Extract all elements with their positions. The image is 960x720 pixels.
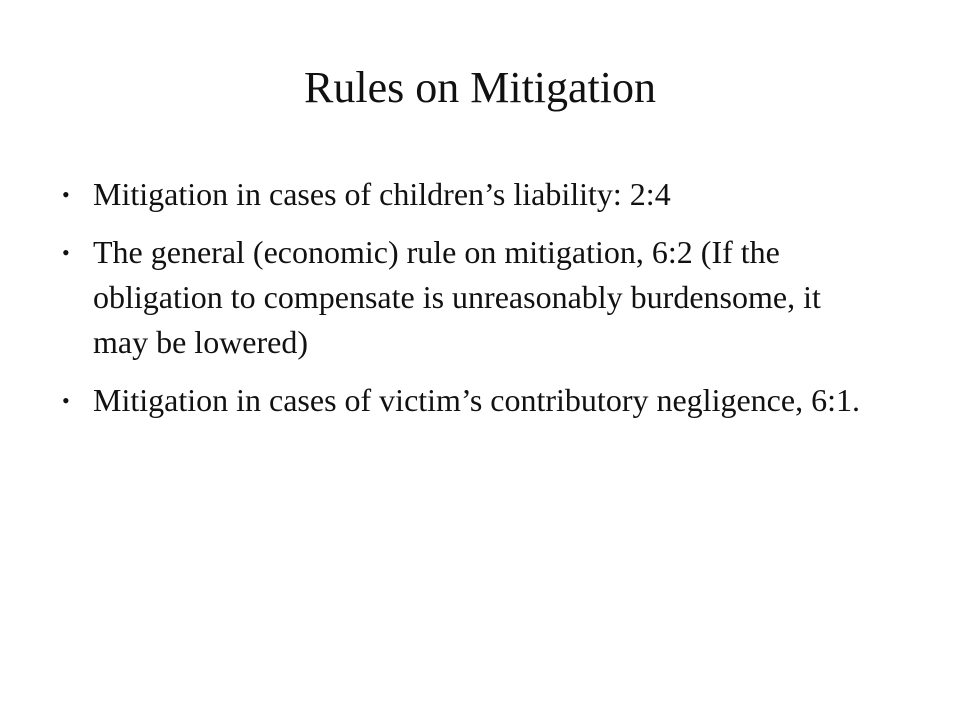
bullet-dot-icon: • bbox=[62, 182, 70, 207]
bullet-text: Mitigation in cases of victim’s contributory negligence, 6:1. bbox=[93, 382, 860, 418]
bullet-list bbox=[62, 172, 862, 436]
bullet-dot-icon: • bbox=[62, 240, 70, 265]
bullet-item-contributory-negligence bbox=[62, 378, 862, 423]
bullet-text: The general (economic) rule on mitigation, 6:2 (If the obligation to compensate is unreasonably burdensome, it may be lowered) bbox=[93, 234, 821, 360]
bullet-text: Mitigation in cases of children’s liability: 2:4 bbox=[93, 176, 671, 212]
bullet-item-general-rule bbox=[62, 230, 862, 365]
bullet-item-children-liability bbox=[62, 172, 862, 217]
slide-title: Rules on Mitigation bbox=[304, 63, 656, 112]
bullet-dot-icon: • bbox=[62, 388, 70, 413]
